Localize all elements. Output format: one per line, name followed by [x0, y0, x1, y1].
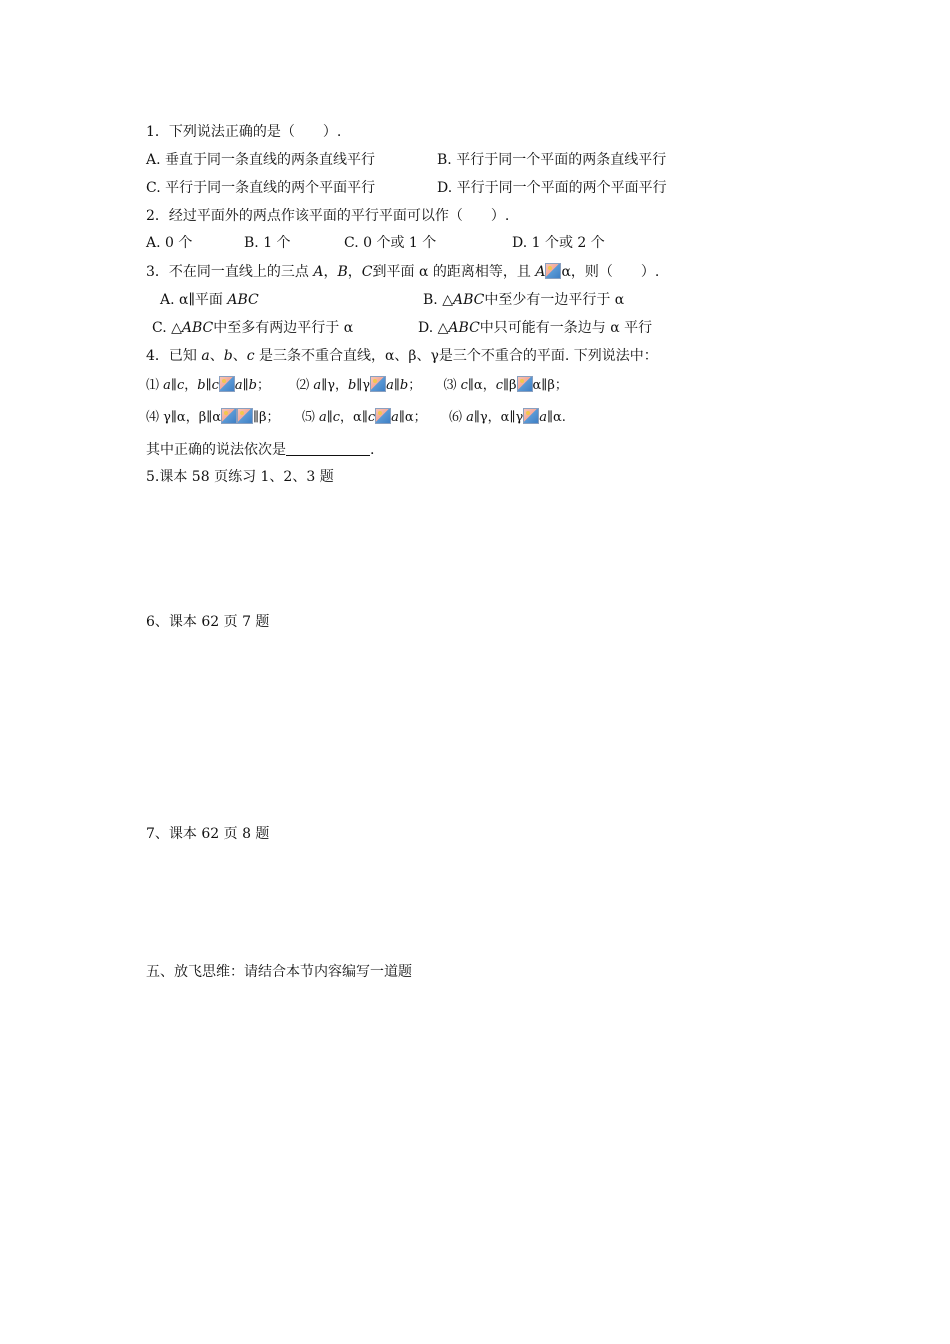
q3-d-post: 中只可能有一条边与 α 平行	[479, 320, 653, 336]
var: c	[460, 378, 468, 393]
var: c	[367, 410, 376, 425]
section-5-heading: 五、放飞思维：请结合本节内容编写一道题	[146, 964, 412, 980]
item-number: ⑶	[443, 378, 457, 393]
q5-text: 5.课本 58 页练习 1、2、3 题	[146, 469, 334, 485]
broken-image-icon	[370, 376, 386, 392]
var: c	[332, 410, 341, 425]
var: a	[234, 378, 243, 393]
text: ∥	[326, 410, 333, 425]
text: ；	[408, 378, 422, 393]
line-b: b	[223, 348, 233, 364]
text: ∥α，	[467, 378, 496, 393]
text: ，	[184, 378, 198, 393]
q4-item3	[443, 378, 567, 393]
q3-a-abc: ABC	[227, 292, 259, 308]
item-number: ⑷	[146, 410, 160, 425]
q3-d-pre: D. △	[418, 320, 449, 336]
q3-c-post: 中至多有两边平行于 α	[213, 320, 354, 336]
var: a	[163, 378, 171, 393]
var: a	[386, 378, 394, 393]
q6-text: 6、课本 62 页 7 题	[146, 614, 270, 630]
text: ∥	[393, 378, 400, 393]
text: ∥β	[503, 378, 517, 393]
q3-stem	[146, 262, 659, 282]
q2-option-c: C. 0 个或 1 个	[344, 235, 437, 251]
answer-blank[interactable]	[286, 441, 370, 456]
broken-image-icon	[219, 376, 235, 392]
var: c	[176, 378, 185, 393]
q1-option-d: D. 平行于同一个平面的两个平面平行	[437, 180, 667, 196]
q4-item5	[302, 410, 431, 425]
q3-stem-post: α，则（ ）.	[561, 264, 660, 280]
line-a: a	[201, 348, 210, 364]
q3-option-a	[160, 290, 259, 310]
var: a	[313, 378, 322, 393]
var: a	[391, 410, 399, 425]
broken-image-icon	[375, 408, 391, 424]
q4-stem-post: 是三条不重合直线，α、β、γ是三个不重合的平面. 下列说法中：	[254, 348, 658, 364]
broken-image-icon	[545, 263, 561, 279]
var: b	[399, 378, 409, 393]
text: ∥β；	[253, 410, 280, 425]
q3-c-abc: ABC	[181, 320, 214, 336]
line-c: c	[246, 348, 255, 364]
text: ∥	[205, 378, 212, 393]
q4-stem	[146, 346, 658, 366]
var: b	[197, 378, 206, 393]
q3-b-post: 中至少有一边平行于 α	[484, 292, 625, 308]
q4-items-row2	[146, 408, 566, 428]
q4-items-row1	[146, 376, 568, 396]
q3-b-abc: ABC	[452, 292, 485, 308]
broken-image-icon	[221, 408, 237, 424]
text: γ∥α，β∥α	[163, 410, 222, 425]
text: ∥α；	[398, 410, 427, 425]
q3-sep2: ，	[347, 264, 362, 280]
text: α∥β；	[532, 378, 568, 393]
q7-text: 7、课本 62 页 8 题	[146, 826, 270, 842]
q3-option-d	[418, 318, 652, 338]
item-number: ⑴	[146, 378, 160, 393]
q3-stem-mid: 到平面 α 的距离相等，且	[372, 264, 536, 280]
q1-stem: 1．下列说法正确的是（ ）.	[146, 124, 342, 140]
q4-s2: 、	[232, 348, 247, 364]
q2-option-a: A. 0 个	[146, 235, 193, 251]
q2-stem: 2．经过平面外的两点作该平面的平行平面可以作（ ）.	[146, 208, 510, 224]
q1-option-a: A. 垂直于同一条直线的两条直线平行	[146, 152, 376, 168]
q4-item2	[296, 378, 425, 393]
text: ∥γ，	[321, 378, 348, 393]
q4-s1: 、	[209, 348, 224, 364]
answer-period: .	[370, 442, 375, 458]
point-a: A	[313, 264, 324, 280]
q3-a-pre: A. α∥平面	[160, 292, 228, 308]
q1-option-c: C. 平行于同一条直线的两个平面平行	[146, 180, 376, 196]
answer-prompt: 其中正确的说法依次是	[146, 442, 286, 458]
q3-c-pre: C. △	[152, 320, 182, 336]
broken-image-icon	[237, 408, 253, 424]
q2-option-d: D. 1 个或 2 个	[512, 235, 605, 251]
var: a	[466, 410, 474, 425]
text: ∥γ	[356, 378, 371, 393]
q2-option-b: B. 1 个	[244, 235, 291, 251]
q3-option-b	[423, 290, 624, 310]
item-number: ⑵	[296, 378, 310, 393]
var: b	[248, 378, 257, 393]
q3-sep1: ，	[323, 264, 338, 280]
q4-item6	[449, 410, 566, 425]
broken-image-icon	[523, 408, 539, 424]
var: c	[211, 378, 219, 393]
q4-stem-pre: 4．已知	[146, 348, 202, 364]
text: ∥	[242, 378, 249, 393]
q3-option-c	[152, 318, 353, 338]
item-number: ⑹	[448, 410, 462, 425]
text: ∥α.	[546, 410, 566, 425]
text: ∥γ，α∥γ	[473, 410, 524, 425]
text: ；	[256, 378, 270, 393]
var: b	[347, 378, 357, 393]
q3-d-abc: ABC	[448, 320, 480, 336]
q4-answer-line	[146, 440, 374, 460]
text: ，α∥	[340, 410, 368, 425]
broken-image-icon	[517, 376, 533, 392]
var: a	[539, 410, 547, 425]
q4-item1	[146, 378, 274, 393]
q3-b-pre: B. △	[423, 292, 453, 308]
q4-item4	[146, 410, 284, 425]
point-c: C	[361, 264, 373, 280]
var: c	[495, 378, 503, 393]
point-a2: A	[535, 264, 546, 280]
q1-option-b: B. 平行于同一个平面的两条直线平行	[437, 152, 667, 168]
item-number: ⑸	[301, 410, 315, 425]
point-b: B	[337, 264, 348, 280]
var: a	[318, 410, 327, 425]
text: ∥	[170, 378, 177, 393]
q3-stem-pre: 3．不在同一直线上的三点	[146, 264, 314, 280]
